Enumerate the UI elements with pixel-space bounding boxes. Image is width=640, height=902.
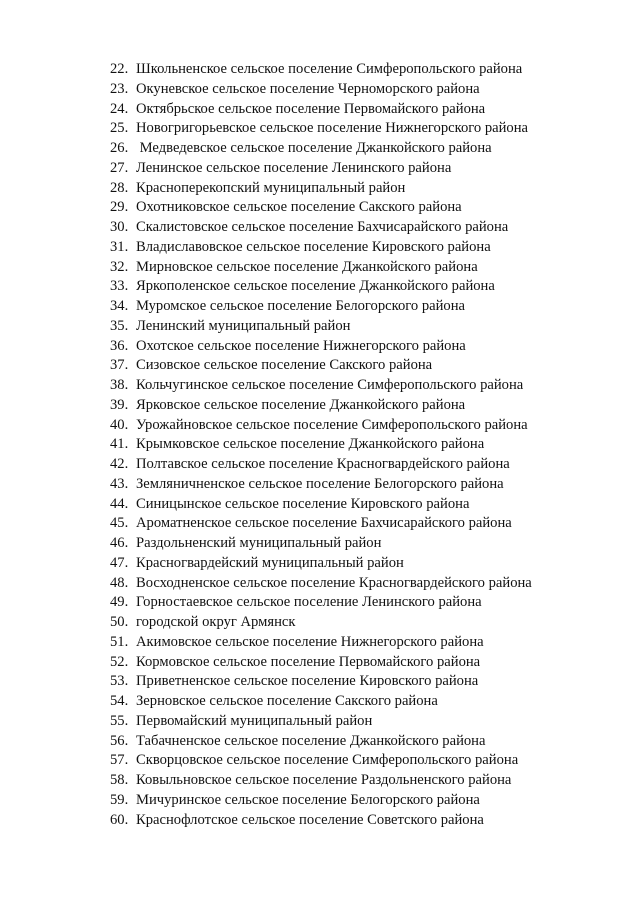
list-item [110,119,532,139]
list-item [110,455,532,475]
item-text: Табачненское сельское поселение Джанкойского района [136,732,486,749]
item-number: 55. [110,712,129,729]
item-number: 48. [110,574,129,591]
item-number: 54. [110,693,129,709]
item-number: 36. [110,337,129,354]
list-item [110,396,532,416]
item-number: 60. [110,811,129,828]
item-text: Раздольненский муниципальный район [136,535,382,551]
item-text: Ленинский муниципальный район [136,317,351,334]
item-number: 41. [110,436,129,453]
item-number: 46. [110,535,129,551]
list-item [110,692,532,712]
item-number: 43. [110,475,129,492]
item-text: Акимовское сельское поселение Нижнегорского района [136,633,484,650]
item-number: 40. [110,416,129,433]
item-number: 50. [110,614,129,630]
settlement-list [110,60,532,830]
item-number: 56. [110,732,129,749]
list-item [110,100,532,120]
item-number: 57. [110,752,129,769]
list-item [110,218,532,238]
list-item [110,80,532,100]
item-number: 22. [110,61,129,77]
list-item [110,495,532,515]
item-text: Охотниковское сельское поселение Сакского района [136,199,462,216]
item-text: Муромское сельское поселение Белогорского района [136,298,466,314]
list-item [110,771,532,791]
item-number: 45. [110,515,129,532]
item-text: Ленинское сельское поселение Ленинского района [136,159,452,176]
list-item [110,258,532,278]
item-text: Синицынское сельское поселение Кировского района [136,495,470,512]
item-number: 58. [110,772,129,788]
item-number: 51. [110,633,129,650]
item-text: Полтавское сельское поселение Красногвардейского района [136,456,510,472]
list-item [110,337,532,357]
item-text: Окуневское сельское поселение Черноморского района [136,80,480,97]
item-text: Кормовское сельское поселение Первомайского района [136,653,481,670]
item-text: Восходненское сельское поселение Красногвардейского района [136,574,532,591]
list-item [110,554,532,574]
item-text: Красногвардейский муниципальный район [136,554,404,571]
list-item [110,751,532,771]
item-number: 59. [110,791,129,808]
item-text: Мичуринское сельское поселение Белогорского района [136,791,480,808]
list-item [110,435,532,455]
item-number: 26. [110,140,129,156]
item-text: Скворцовское сельское поселение Симферопольского района [136,752,519,769]
item-text: Первомайский муниципальный район [136,712,373,729]
list-item [110,811,532,831]
list-item [110,732,532,752]
list-item [110,593,532,613]
list-item [110,653,532,673]
item-text: Кольчугинское сельское поселение Симферопольского района [136,377,524,393]
list-item [110,514,532,534]
item-text: Школьненское сельское поселение Симферопольского района [136,61,523,77]
item-number: 32. [110,258,129,275]
item-number: 35. [110,317,129,334]
item-text: городской округ Армянск [136,614,296,630]
item-text: Мирновское сельское поселение Джанкойского района [136,258,478,275]
item-number: 27. [110,159,129,176]
list-item [110,475,532,495]
list-item [110,159,532,179]
item-number: 24. [110,100,129,117]
item-text: Горностаевское сельское поселение Ленинского района [136,594,482,611]
list-item [110,238,532,258]
item-number: 47. [110,554,129,571]
item-text: Сизовское сельское поселение Сакского района [136,357,433,374]
item-number: 30. [110,219,129,235]
list-item [110,712,532,732]
list-item [110,791,532,811]
item-number: 37. [110,357,129,374]
item-number: 28. [110,179,129,196]
item-text: Ковыльновское сельское поселение Раздольненского района [136,772,512,788]
item-number: 25. [110,120,129,137]
item-text: Октябрьское сельское поселение Первомайского района [136,100,486,117]
item-text: Яркополенское сельское поселение Джанкойского района [136,278,495,295]
item-number: 49. [110,594,129,611]
list-item [110,376,532,396]
list-item [110,633,532,653]
item-text: Медведевское сельское поселение Джанкойского района [136,140,492,156]
item-number: 34. [110,298,129,314]
item-number: 38. [110,377,129,393]
list-item [110,534,532,554]
item-text: Ярковское сельское поселение Джанкойского района [136,396,466,413]
list-item [110,416,532,436]
item-number: 42. [110,456,129,472]
list-item [110,277,532,297]
item-text: Земляничненское сельское поселение Белогорского района [136,475,504,492]
item-number: 31. [110,238,129,255]
item-text: Краснофлотское сельское поселение Советского района [136,811,484,828]
item-text: Охотское сельское поселение Нижнегорского района [136,337,466,354]
item-text: Урожайновское сельское поселение Симферопольского района [136,416,528,433]
item-text: Зерновское сельское поселение Сакского района [136,693,438,709]
item-text: Приветненское сельское поселение Кировского района [136,673,479,690]
list-item [110,179,532,199]
list-item [110,317,532,337]
item-text: Крымковское сельское поселение Джанкойского района [136,436,485,453]
item-number: 53. [110,673,129,690]
item-text: Красноперекопский муниципальный район [136,179,406,196]
list-item [110,198,532,218]
list-item [110,297,532,317]
list-item [110,672,532,692]
item-text: Ароматненское сельское поселение Бахчисарайского района [136,515,512,532]
list-item [110,139,532,159]
item-text: Скалистовское сельское поселение Бахчисарайского района [136,219,509,235]
item-number: 23. [110,80,129,97]
list-item [110,574,532,594]
item-text: Владиславовское сельское поселение Кировского района [136,238,491,255]
list-item [110,356,532,376]
item-text: Новогригорьевское сельское поселение Нижнегорского района [136,120,528,137]
item-number: 52. [110,653,129,670]
item-number: 44. [110,495,129,512]
list-item [110,613,532,633]
list-item [110,60,532,80]
item-number: 39. [110,396,129,413]
item-number: 33. [110,278,129,295]
item-number: 29. [110,199,129,216]
